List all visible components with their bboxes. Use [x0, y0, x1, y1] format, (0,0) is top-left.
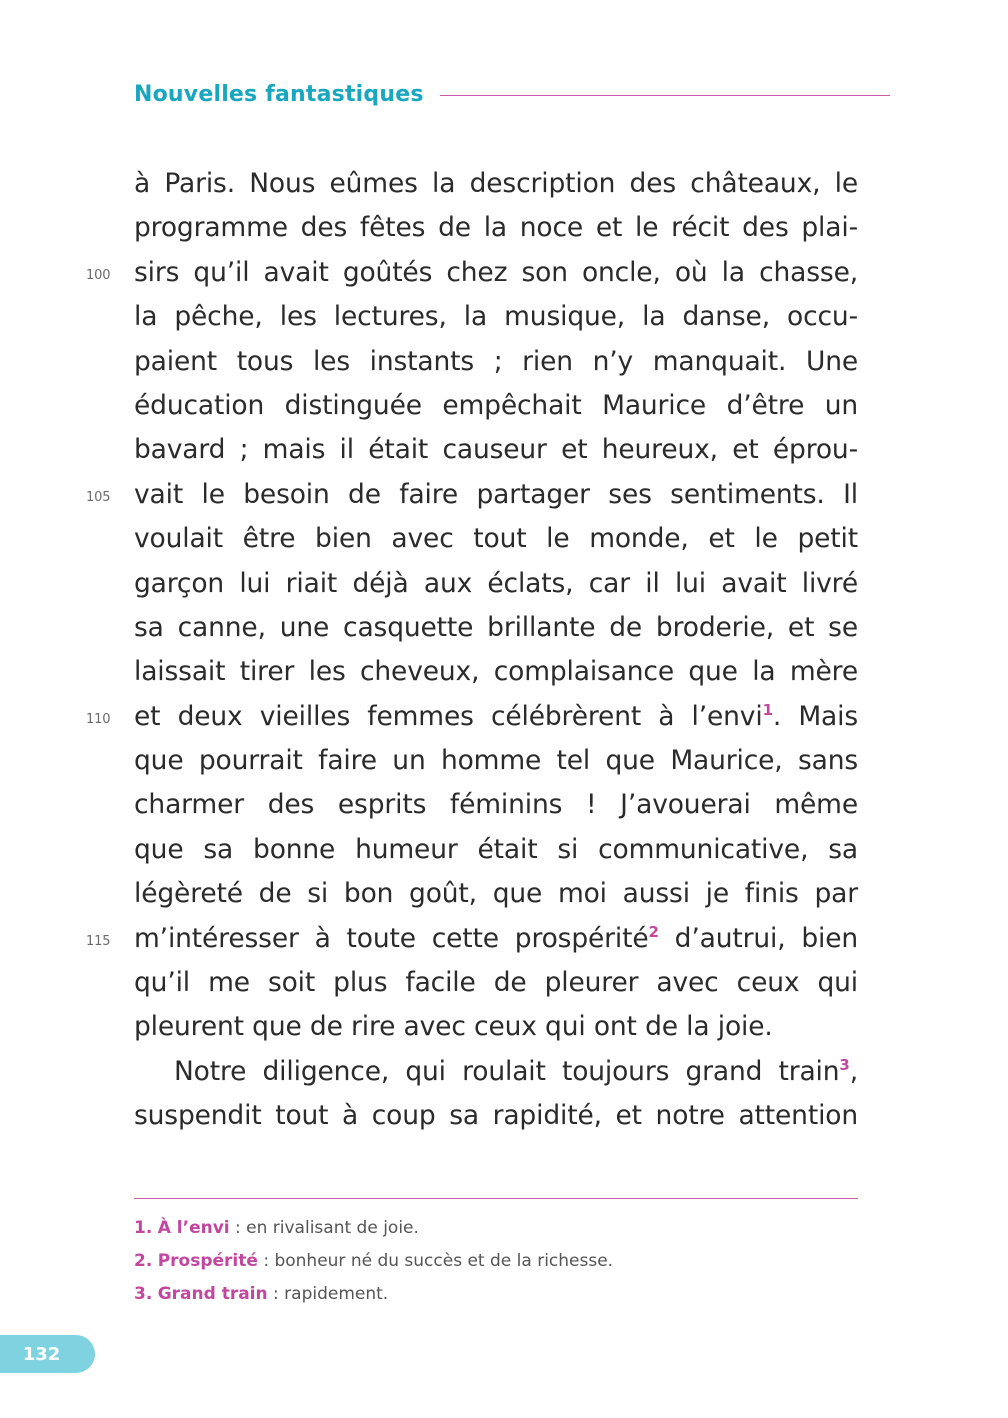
line-text: sa canne, une casquette brillante de broderie, et se [134, 611, 858, 643]
footnote-term: Grand train [157, 1284, 268, 1304]
line-text: éducation distinguée empêchait Maurice d’être un [134, 389, 858, 421]
footnote-ref-1[interactable]: 1 [762, 700, 773, 719]
line-text: laissait tirer les cheveux, complaisance que la mère [134, 656, 858, 688]
footnote-ref-2[interactable]: 2 [648, 922, 659, 941]
text-line [134, 162, 858, 206]
line-text: voulait être bien avec tout le monde, et le petit [134, 523, 858, 555]
line-number: 100 [86, 267, 111, 283]
line-text: pleurent que de rire avec ceux qui ont de la joie. [134, 1011, 773, 1043]
text-line [134, 650, 858, 694]
footnote-definition: : bonheur né du succès et de la richesse. [257, 1251, 614, 1271]
footnote-number: 2. [134, 1251, 153, 1271]
text-line [134, 606, 858, 650]
footnote [134, 1212, 858, 1245]
text-line [134, 206, 858, 250]
line-text: à Paris. Nous eûmes la description des châteaux, le [134, 168, 858, 199]
line-text: vait le besoin de faire partager ses sentiments. Il [134, 478, 858, 510]
text-line [134, 1094, 858, 1138]
footnote-definition: : rapidement. [267, 1284, 389, 1304]
text-line [134, 961, 858, 1005]
line-text: suspendit tout à coup sa rapidité, et notre attention [134, 1100, 858, 1132]
line-text: bavard ; mais il était causeur et heureux, et éprou- [134, 434, 858, 466]
text-line [86, 917, 859, 961]
line-text: programme des fêtes de la noce et le récit des plai- [134, 212, 858, 244]
text-line [134, 1005, 858, 1049]
line-text: garçon lui riait déjà aux éclats, car il lui avait livré [134, 567, 858, 599]
line-number: 105 [86, 489, 111, 505]
line-text: . Mais [772, 700, 858, 732]
line-text: d’autrui, bien [658, 922, 859, 954]
text-line [134, 1050, 858, 1094]
text-line [134, 739, 858, 783]
line-text: , [849, 1055, 858, 1087]
body-text [86, 162, 859, 1139]
footnote-number: 3. [134, 1284, 153, 1304]
text-line [86, 473, 858, 517]
footnote-term: À l’envi [157, 1218, 230, 1238]
line-text: que sa bonne humeur était si communicative, sa [134, 833, 858, 865]
text-line [134, 783, 858, 827]
page-number-tab [0, 1335, 95, 1373]
footnote-divider [134, 1198, 858, 1199]
text-line [134, 828, 858, 872]
footnote-number: 1. [134, 1218, 153, 1238]
line-text: paient tous les instants ; rien n’y manquait. Une [134, 345, 858, 377]
line-text: m’intéresser à toute cette prospérité [134, 922, 649, 954]
line-number: 115 [86, 933, 111, 949]
book-title: Nouvelles fantastiques [134, 81, 424, 107]
footnote-ref-3[interactable]: 3 [839, 1055, 850, 1074]
footnote-definition: : en rivalisant de joie. [229, 1218, 419, 1238]
text-line [134, 872, 858, 916]
footnote [134, 1245, 858, 1278]
text-line [134, 517, 858, 561]
running-header [134, 78, 890, 110]
line-number: 110 [86, 711, 111, 727]
text-line [134, 295, 858, 339]
page-number: 132 [22, 1343, 61, 1365]
line-text: et deux vieilles femmes célébrèrent à l’envi [134, 700, 763, 732]
line-text: que pourrait faire un homme tel que Maurice, sans [134, 745, 858, 777]
line-text: sirs qu’il avait goûtés chez son oncle, où la chasse, [134, 256, 858, 288]
line-text: qu’il me soit plus facile de pleurer avec ceux qui [134, 967, 858, 999]
line-text: charmer des esprits féminins ! J’avouerai même [134, 789, 858, 821]
text-line [134, 428, 858, 472]
header-rule [440, 95, 890, 96]
footnotes [134, 1212, 858, 1311]
line-text: la pêche, les lectures, la musique, la danse, occu- [134, 301, 858, 333]
footnote-term: Prospérité [157, 1251, 258, 1271]
line-text: légèreté de si bon goût, que moi aussi je finis par [134, 878, 858, 910]
text-line [86, 251, 858, 295]
line-text: Notre diligence, qui roulait toujours grand train [174, 1055, 840, 1087]
text-line [134, 384, 858, 428]
text-line [86, 695, 858, 739]
text-line [134, 340, 858, 384]
text-line [134, 562, 858, 606]
footnote [134, 1278, 858, 1311]
